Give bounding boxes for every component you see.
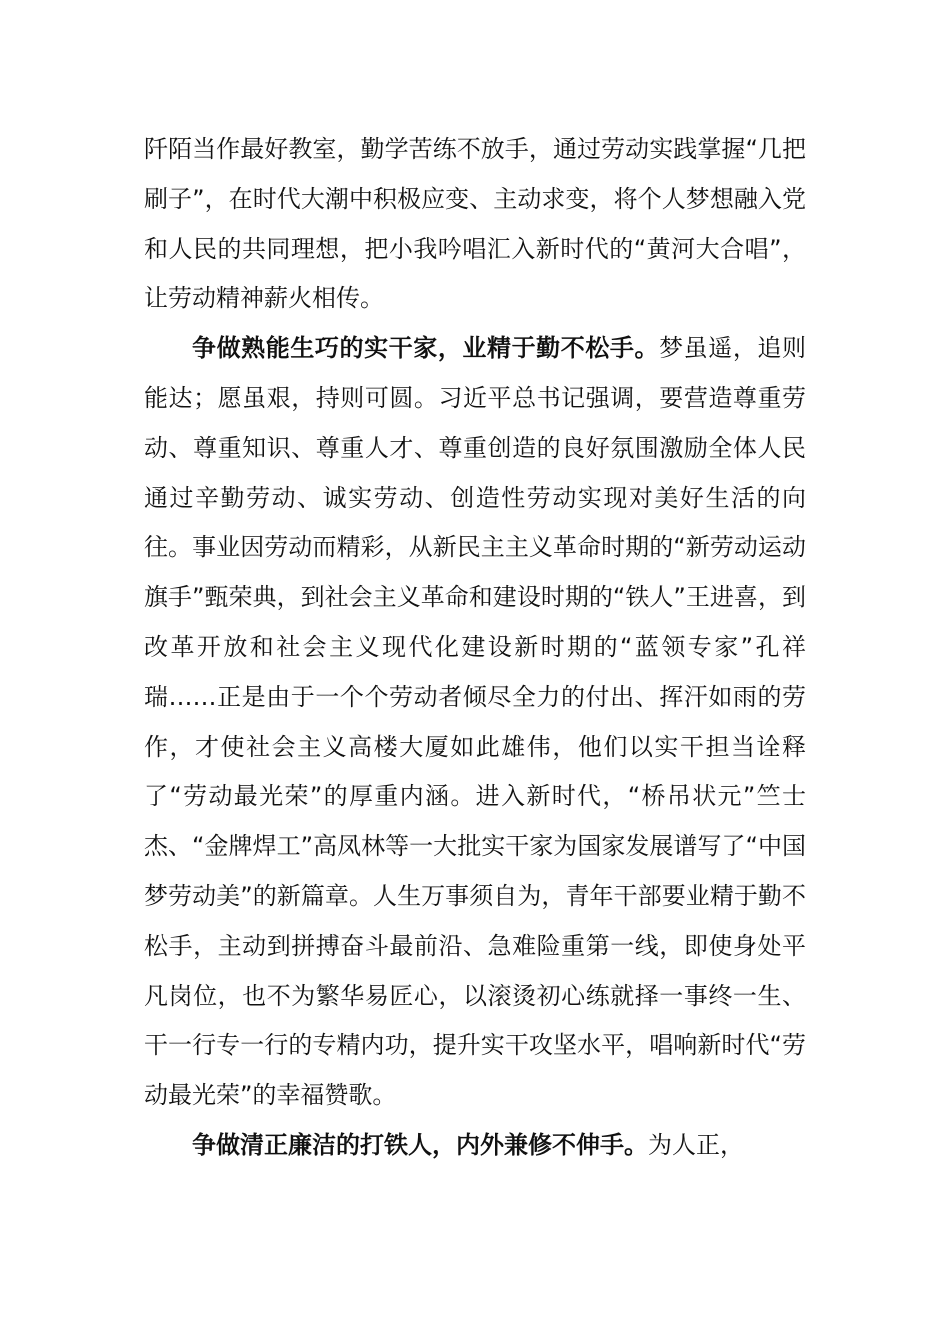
paragraph-2-body: 梦虽遥，追则能达；愿虽艰，持则可圆。习近平总书记强调，要营造尊重劳动、尊重知识、尊重人才、尊重创造的良好氛围激励全体人民通过辛勤劳动、诚实劳动、创造性劳动实现对美好生活的向往。事业因劳动而精彩，从新民主主义革命时期的“新劳动运动旗手”甄荣典，到社会主义革命和建设时期的“铁人”王进喜，到改革开放和社会主义现代化建设新时期的“蓝领专家”孔祥瑞……正是由于一个个劳动者倾尽全力的付出、挥汗如雨的劳作，才使社会主义高楼大厦如此雄伟，他们以实干担当诠释了“劳动最光荣”的厚重内涵。进入新时代，“桥吊状元”竺士杰、“金牌焊工”高凤林等一大批实干家为国家发展谱写了“中国梦劳动美”的新篇章。人生万事须自为，青年干部要业精于勤不松手，主动到拼搏奋斗最前沿、急难险重第一线，即使身处平凡岗位，也不为繁华易匠心，以滚烫初心练就择一事终一生、干一行专一行的专精内功，提升实干攻坚水平，唱响新时代“劳动最光荣”的幸福赞歌。: [144, 334, 807, 1110]
document-body: [144, 125, 806, 1171]
paragraph-2-heading: 争做熟能生巧的实干家，业精于勤不松手。: [192, 334, 660, 363]
paragraph-3: [144, 1121, 806, 1171]
paragraph-1-body: 阡陌当作最好教室，勤学苦练不放手，通过劳动实践掌握“几把刷子”，在时代大潮中积极应变、主动求变，将个人梦想融入党和人民的共同理想，把小我吟唱汇入新时代的“黄河大合唱”，让劳动精神薪火相传。: [144, 135, 806, 313]
paragraph-1: [144, 125, 806, 324]
paragraph-3-body: 为人正，: [648, 1130, 744, 1159]
paragraph-3-heading: 争做清正廉洁的打铁人，内外兼修不伸手。: [192, 1130, 648, 1159]
paragraph-2: [144, 324, 806, 1121]
